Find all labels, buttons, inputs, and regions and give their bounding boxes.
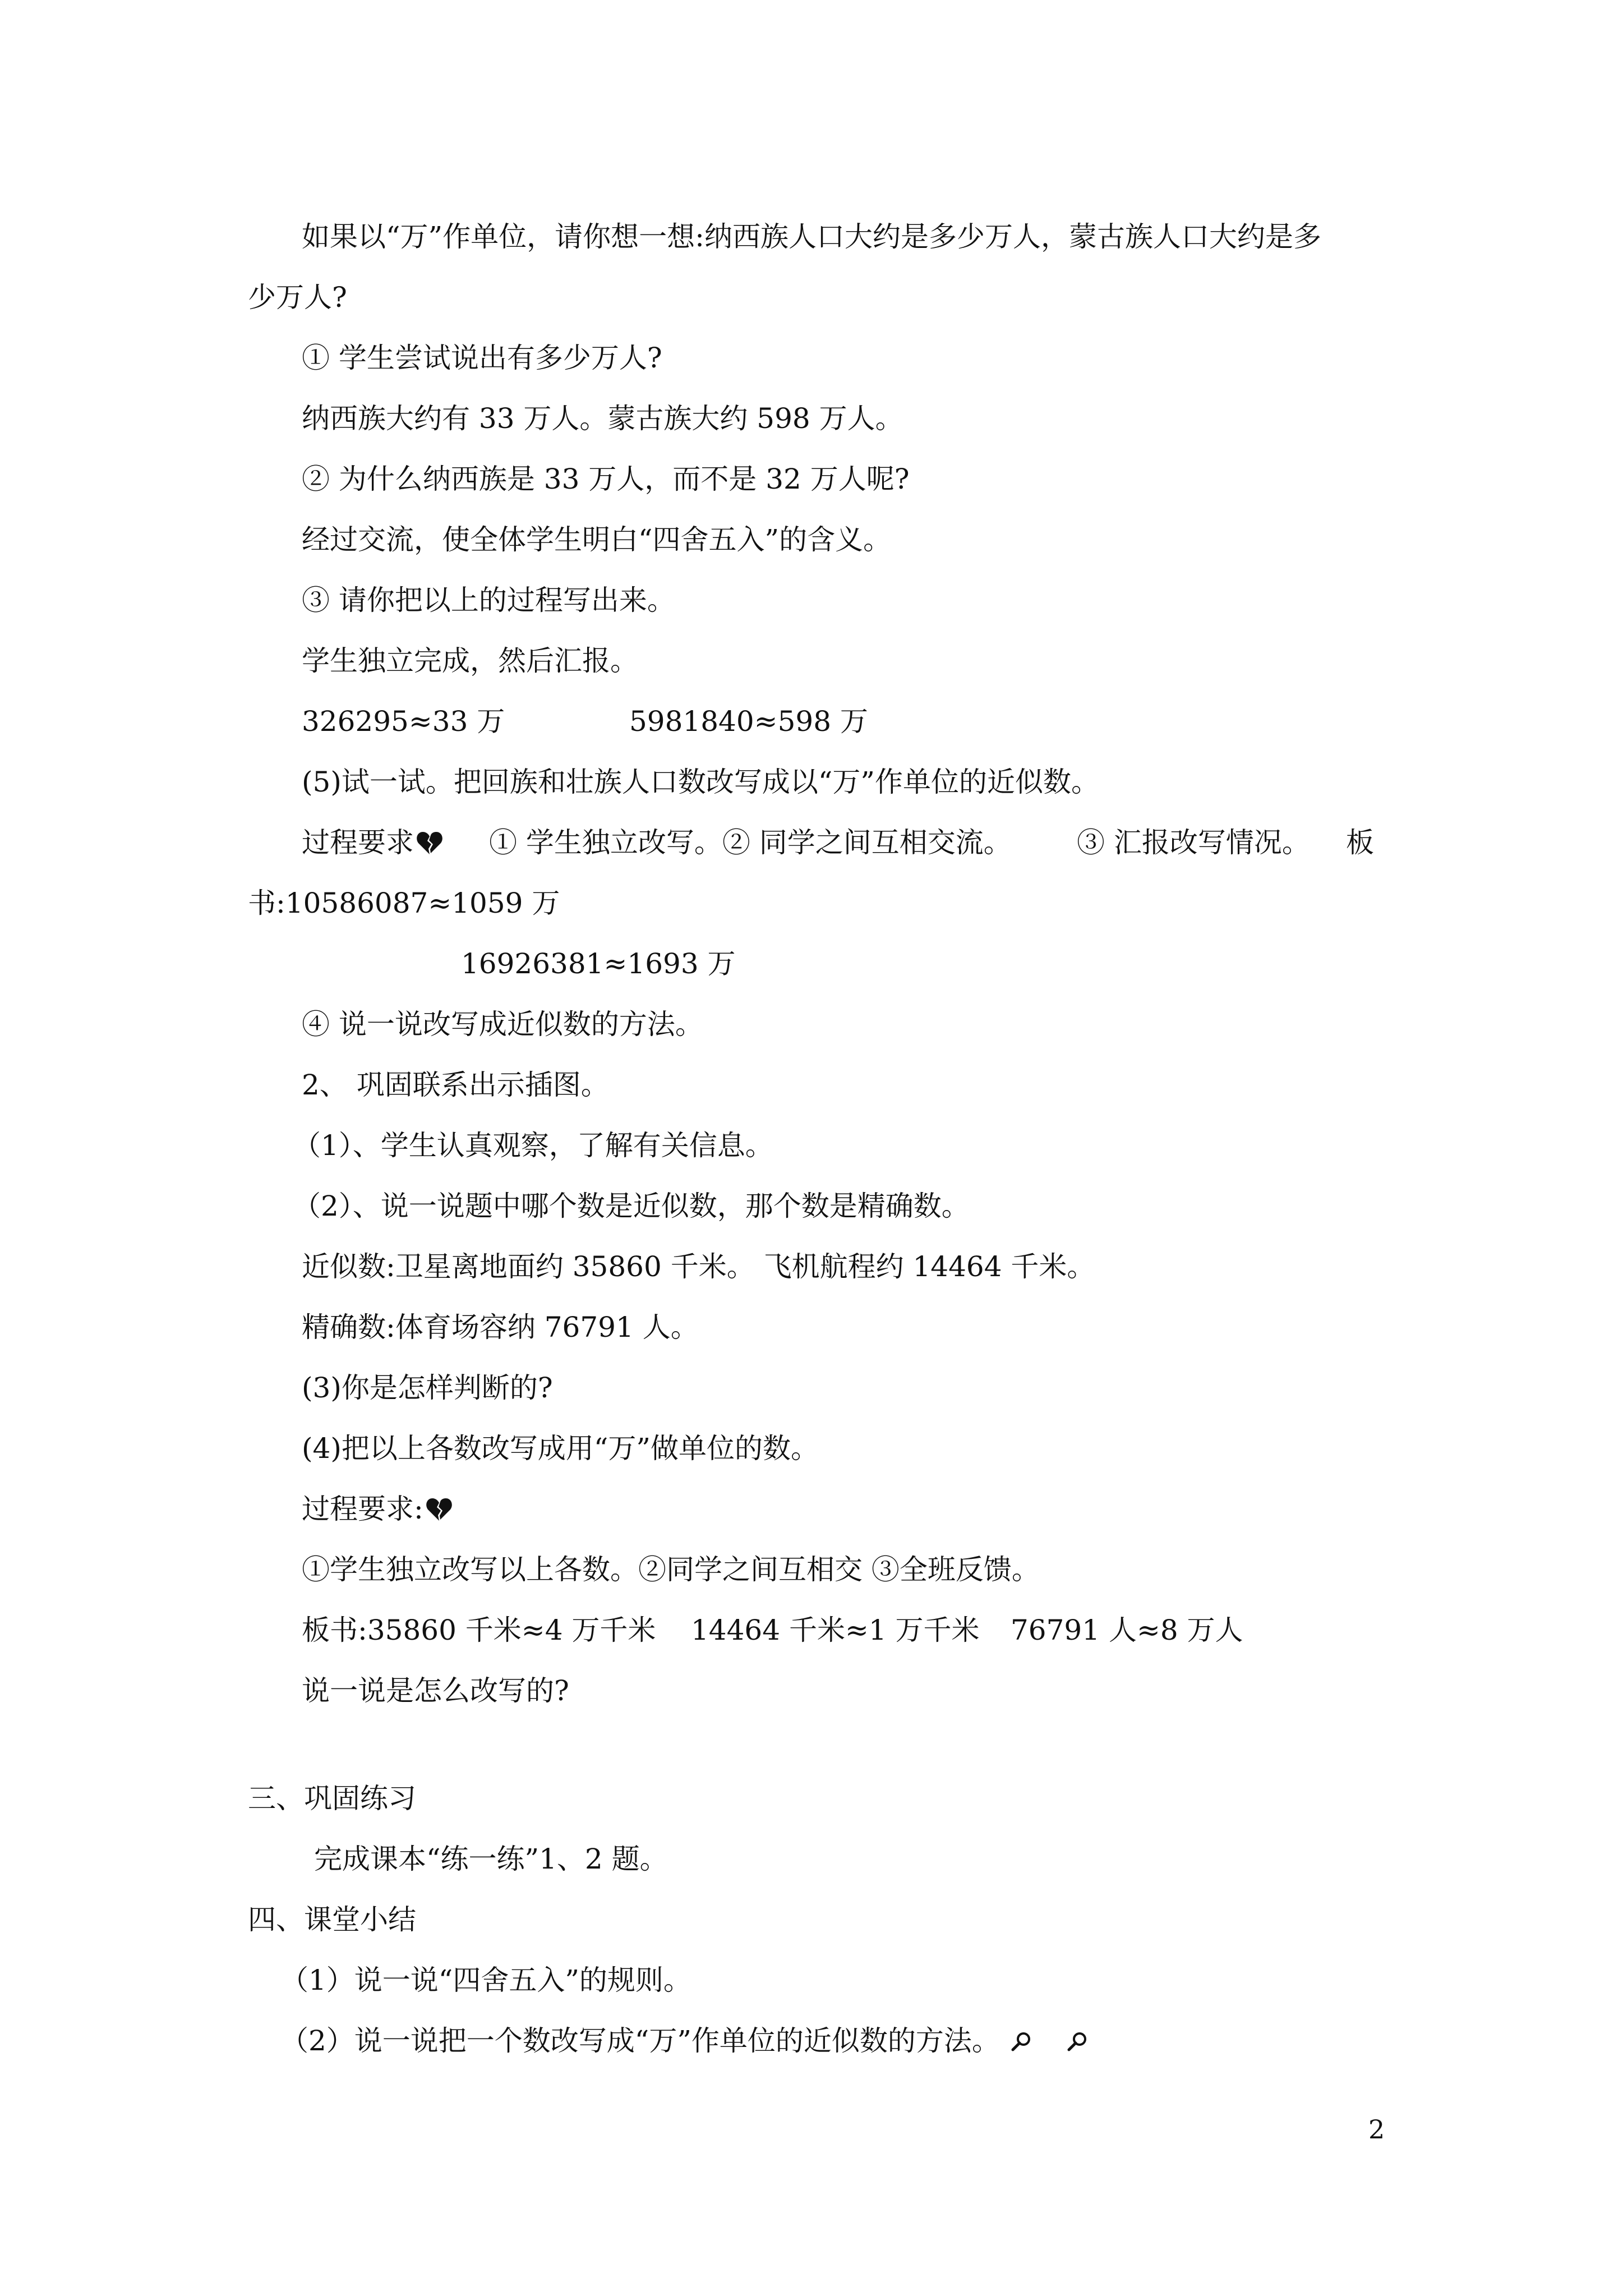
paragraph-line: (4)把以上各数改写成用“万”做单位的数。 bbox=[302, 1432, 819, 1465]
line-end-char: 板 bbox=[1346, 826, 1374, 859]
paragraph-line: ③ 请你把以上的过程写出来。 bbox=[302, 584, 675, 616]
blackboard-item-2: 14464 千米≈1 万千米 bbox=[691, 1614, 980, 1646]
process-requirements-label: 过程要求 bbox=[302, 826, 414, 859]
process-requirements-line bbox=[302, 1492, 453, 1526]
paragraph-line: 完成课本“练一练”1、2 题。 bbox=[314, 1843, 668, 1875]
search-icon bbox=[1066, 2030, 1089, 2053]
paragraph-line: 如果以“万”作单位，请你想一想:纳西族人口大约是多少万人，蒙古族人口大约是多 bbox=[302, 220, 1321, 253]
process-requirements-label: 过程要求: bbox=[302, 1493, 423, 1525]
paragraph-line: （2）、说一说题中哪个数是近似数，那个数是精确数。 bbox=[293, 1190, 970, 1222]
paragraph-line: ① 学生尝试说出有多少万人? bbox=[302, 342, 662, 374]
paragraph-line: 说一说是怎么改写的? bbox=[302, 1674, 569, 1707]
approximation-left: 326295≈33 万 bbox=[302, 705, 505, 738]
paragraph-line: （1）说一说“四舍五入”的规则。 bbox=[280, 1964, 691, 1996]
blackboard-item-3: 76791 人≈8 万人 bbox=[1011, 1614, 1243, 1646]
paragraph-line: ①学生独立改写以上各数。②同学之间互相交 ③全班反馈。 bbox=[302, 1553, 1040, 1586]
paragraph-line: 少万人? bbox=[248, 281, 347, 314]
paragraph-line: 精确数:体育场容纳 76791 人。 bbox=[302, 1311, 699, 1343]
page-number: 2 bbox=[1368, 2114, 1385, 2145]
paragraph-line: （1）、学生认真观察，了解有关信息。 bbox=[293, 1129, 773, 1162]
summary-line bbox=[280, 2024, 1089, 2058]
broken-heart-icon bbox=[426, 1497, 453, 1522]
process-step-three: ③ 汇报改写情况。 bbox=[1077, 826, 1310, 859]
paragraph-line: ② 为什么纳西族是 33 万人，而不是 32 万人呢? bbox=[302, 463, 910, 495]
paragraph-line: ④ 说一说改写成近似数的方法。 bbox=[302, 1008, 703, 1041]
paragraph-line: 近似数:卫星离地面约 35860 千米。 飞机航程约 14464 千米。 bbox=[302, 1250, 1095, 1283]
paragraph-line: (5)试一试。把回族和壮族人口数改写成以“万”作单位的近似数。 bbox=[302, 766, 1099, 798]
approximation-right: 5981840≈598 万 bbox=[629, 705, 868, 738]
process-requirements bbox=[302, 826, 443, 859]
search-icon bbox=[1010, 2030, 1032, 2053]
summary-text: （2）说一说把一个数改写成“万”作单位的近似数的方法。 bbox=[280, 2024, 1000, 2057]
paragraph-line: 经过交流，使全体学生明白“四舍五入”的含义。 bbox=[302, 523, 892, 556]
section-heading: 四、课堂小结 bbox=[248, 1903, 416, 1936]
section-heading: 三、巩固练习 bbox=[248, 1782, 416, 1815]
paragraph-line: 学生独立完成，然后汇报。 bbox=[302, 645, 638, 677]
paragraph-line: (3)你是怎样判断的? bbox=[302, 1372, 553, 1404]
paragraph-line: 2、 巩固联系出示插图。 bbox=[302, 1069, 609, 1101]
blackboard-item-1: 板书:35860 千米≈4 万千米 bbox=[302, 1614, 656, 1646]
paragraph-line: 16926381≈1693 万 bbox=[461, 947, 736, 980]
process-steps: ① 学生独立改写。② 同学之间互相交流。 bbox=[489, 826, 1012, 859]
paragraph-line: 书:10586087≈1059 万 bbox=[248, 887, 560, 919]
broken-heart-icon bbox=[416, 831, 443, 855]
paragraph-line: 纳西族大约有 33 万人。蒙古族大约 598 万人。 bbox=[302, 402, 903, 435]
